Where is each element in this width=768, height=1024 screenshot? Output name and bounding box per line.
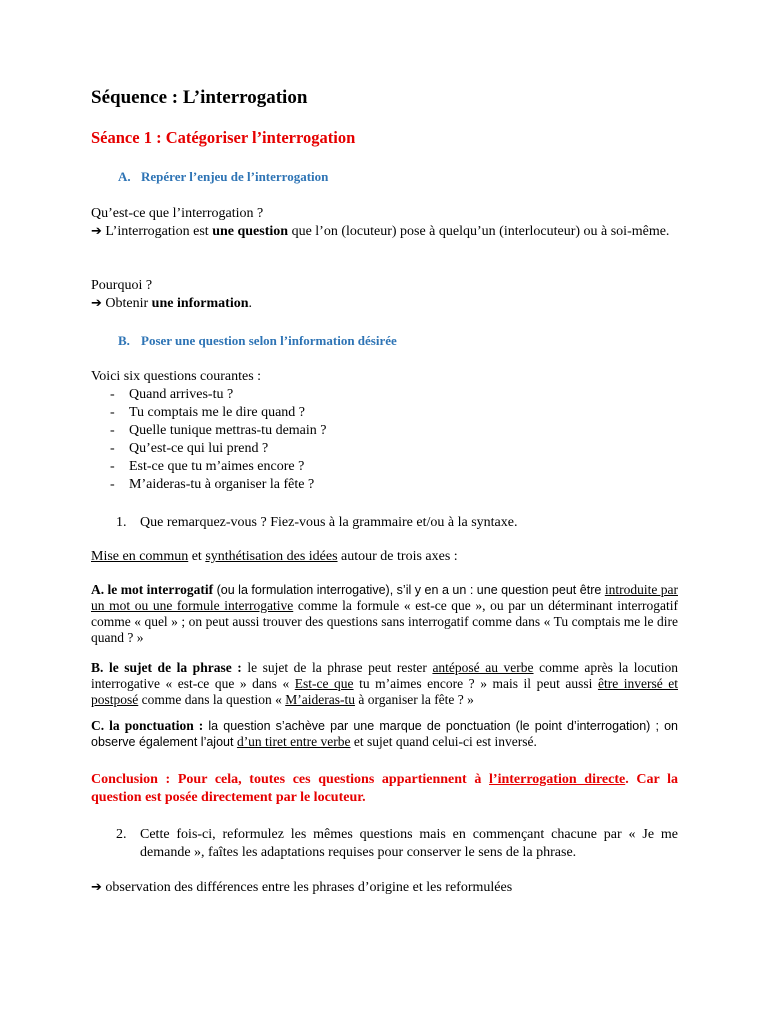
arrow-right-icon: ➔ xyxy=(91,880,102,895)
axis-a-paragraph xyxy=(91,582,678,646)
conclusion-text-2: . Car la question est posée directement par le locuteur. xyxy=(91,772,678,805)
task-1-number: 1. xyxy=(116,515,127,530)
task-1 xyxy=(116,514,678,532)
answer-what-text-2: que l’on (locuteur) pose à quelqu’un (interlocuteur) ou à soi-même. xyxy=(288,224,670,239)
axis-b-text-5: à organiser la fête ? » xyxy=(354,692,474,707)
list-item: - Quand arrives-tu ? xyxy=(110,386,678,404)
list-item: - Est-ce que tu m’aimes encore ? xyxy=(110,458,678,476)
answer-why-text-2: . xyxy=(248,296,253,311)
axis-a-text-1: (ou la formulation interrogative), s’il y en a un : une question peut être xyxy=(213,583,605,597)
section-a-heading xyxy=(118,168,705,186)
axis-c-underline-1: d’un tiret entre verbe xyxy=(236,734,351,749)
arrow-right-icon: ➔ xyxy=(91,224,102,239)
axis-a-label: A. le mot interrogatif xyxy=(91,582,214,597)
final-observation xyxy=(91,879,678,897)
axis-b-underline-4: M’aideras-tu xyxy=(285,692,355,707)
list-item: - Tu comptais me le dire quand ? xyxy=(110,404,678,422)
conclusion xyxy=(91,771,678,807)
section-a-number: A. xyxy=(118,169,131,184)
questions-intro: Voici six questions courantes : xyxy=(91,369,262,384)
section-b-label: Poser une question selon l’information désirée xyxy=(141,333,397,348)
mise-text-mid: et xyxy=(188,549,206,564)
page-title: Séquence : L’interrogation xyxy=(91,87,308,108)
mise-underline-1: Mise en commun xyxy=(91,549,189,564)
list-item: - M’aideras-tu à organiser la fête ? xyxy=(110,476,678,494)
axis-b-text-2: comme après la locution interrogative « est-ce que » dans « xyxy=(91,660,678,691)
section-b-heading xyxy=(118,332,705,350)
list-item: - Qu’est-ce qui lui prend ? xyxy=(110,440,678,458)
answer-why-text-1: Obtenir xyxy=(101,296,152,311)
axis-a-text-2: comme la formule « est-ce que », ou par un déterminant interrogatif comme « quel » ; on peut aussi trouver des questions sans interrogatif comme dans « Tu comptais me le dire quand ? » xyxy=(91,598,678,645)
axis-c-text-1: la question s’achève par une marque de ponctuation (le point d’interrogation) ; on observe également l’ajout xyxy=(91,719,678,749)
answer-why xyxy=(91,295,678,313)
final-observation-text: observation des différences entre les phrases d’origine et les reformulées xyxy=(101,880,513,895)
questions-list xyxy=(91,386,678,494)
question-what: Qu’est-ce que l’interrogation ? xyxy=(91,206,264,221)
conclusion-text-1: Conclusion : Pour cela, toutes ces questions appartiennent à xyxy=(91,772,490,787)
answer-what-text-1: L’interrogation est xyxy=(101,224,213,239)
arrow-right-icon: ➔ xyxy=(91,296,102,311)
axis-b-label: B. le sujet de la phrase : xyxy=(91,660,242,675)
conclusion-underline: l’interrogation directe xyxy=(489,772,626,787)
mise-en-commun xyxy=(91,548,678,566)
axis-b-underline-3: être inversé et postposé xyxy=(91,676,679,707)
task-2-number: 2. xyxy=(116,827,127,842)
mise-text-post: autour de trois axes : xyxy=(337,549,458,564)
question-why: Pourquoi ? xyxy=(91,278,153,293)
axis-b-paragraph xyxy=(91,660,678,708)
axis-b-text-3: tu m’aimes encore ? » mais il peut aussi xyxy=(353,676,598,691)
mise-underline-2: synthétisation des idées xyxy=(205,549,338,564)
answer-what-bold: une question xyxy=(212,224,289,239)
axis-c-paragraph xyxy=(91,718,678,750)
axis-b-text-4: comme dans la question « xyxy=(138,692,286,707)
list-item: - Quelle tunique mettras-tu demain ? xyxy=(110,422,678,440)
answer-what xyxy=(91,223,678,241)
answer-why-bold: une information xyxy=(151,296,249,311)
axis-c-label: C. la ponctuation : xyxy=(91,718,204,733)
seance-heading: Séance 1 : Catégoriser l’interrogation xyxy=(91,128,356,147)
section-b-number: B. xyxy=(118,333,130,348)
axis-c-text-2: et sujet quand celui-ci est inversé. xyxy=(350,734,537,749)
task-2 xyxy=(116,826,678,862)
task-1-text: Que remarquez-vous ? Fiez-vous à la grammaire et/ou à la syntaxe. xyxy=(140,515,518,530)
task-2-text: Cette fois-ci, reformulez les mêmes questions mais en commençant chacune par « Je me demande », faîtes les adaptations requises pour conserver le sens de la phrase. xyxy=(140,827,678,860)
section-a-label: Repérer l’enjeu de l’interrogation xyxy=(141,169,329,184)
axis-a-underline-1: introduite par un mot ou une formule interrogative xyxy=(91,582,678,613)
axis-b-underline-2: Est-ce que xyxy=(294,676,354,691)
axis-b-underline-1: antéposé au verbe xyxy=(432,660,534,675)
axis-b-text-1: le sujet de la phrase peut rester xyxy=(241,660,433,675)
